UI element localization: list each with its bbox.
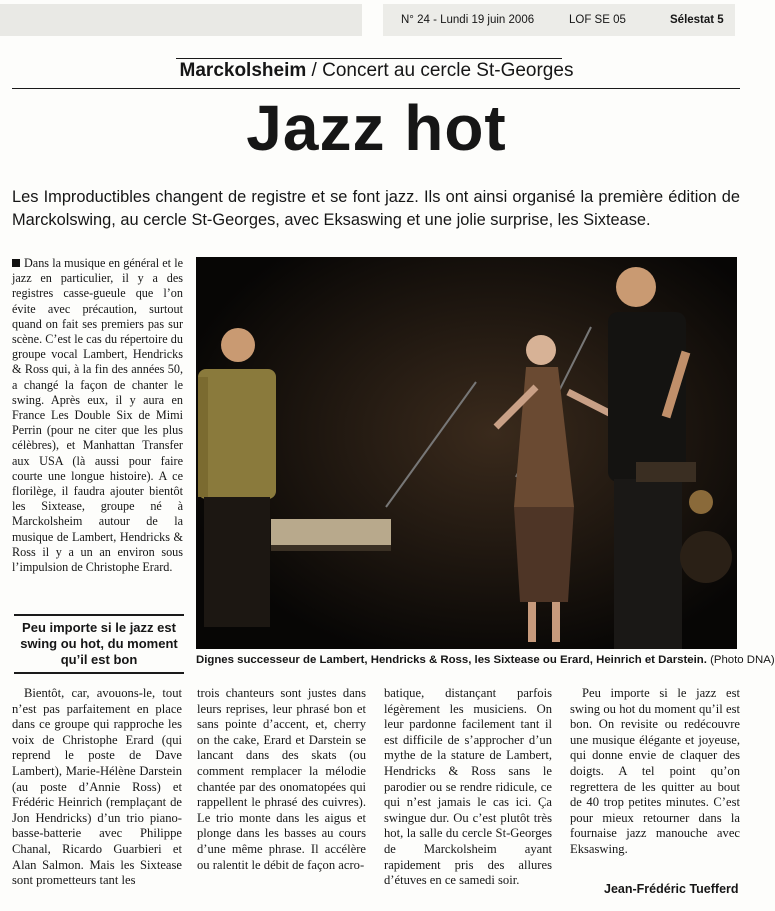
kicker-separator: / (306, 60, 323, 81)
kicker-rule-bottom (12, 88, 740, 89)
kicker-town: Marckolsheim (179, 60, 307, 81)
caption-text: Dignes successeur de Lambert, Hendricks & Ross, les Sixtease ou Erard, Heinrich et Darstein. (196, 654, 707, 666)
concert-photo (196, 257, 737, 649)
kicker-rule-top (176, 58, 562, 59)
photo-credit: (Photo DNA) (710, 654, 775, 666)
body-column-1-text: Bientôt, car, avouons-le, tout n’est pas parfaitement en place dans ce groupe qui rapproche les voix de Christophe Erard (qui reprend le poste de Dave Lambert), Marie-Hélène Darstein (au poste d’Annie Ross) et Frédéric Heinrich (remplaçant de Jon Hendricks) d’un trio piano-basse-batterie avec Philippe Chanal, Ricardo Guarbieri et Alan Salmon. Mais les Sixtease sont prometteurs tant les (12, 686, 182, 888)
body-column-4-text: Peu importe si le jazz est swing ou hot du moment qu’il est bon. On revisite ou redécouvre une musique élégante et joyeuse, qui donne envie de claquer des doigts. A tel point qu’on regrettera de les quitter au bout de 40 trop petites minutes. C’est pour mieux retourner dans la fournaise jazz manouche avec Eksaswing. (570, 686, 740, 856)
body-column-1 (12, 686, 182, 889)
body-column-2-text: trois chanteurs sont justes dans leurs reprises, leur phrasé bon et sans pointe d’accent, et, cherry on the cake, Erard et Darstein se lancant dans des skats (ou comment remplacer la mélodie chantée par des onomatopées qui rappellent le phrasé des cuivres). Le trio monte dans les aigus et plonge dans les basses au cours d’une même phrase. Il accélère ou ralentit le débit de façon acro- (197, 686, 366, 872)
top-gray-band (0, 4, 362, 36)
pullquote: Peu importe si le jazz est swing ou hot, du moment qu’il est bon (20, 620, 178, 667)
author-signature: Jean-Frédéric Tuefferd (604, 882, 739, 896)
page-header (383, 4, 735, 36)
kicker (0, 60, 753, 82)
pullquote-rule-top (14, 614, 184, 616)
article-column-1 (12, 256, 183, 575)
pullquote-rule-bottom (14, 672, 184, 674)
lead-paragraph: Les Improductibles changent de registre et se font jazz. Ils ont ainsi organisé la première édition de Marckolswing, au cercle St-Georges, avec Eksaswing et une jolie surprise, les Sixtease. (12, 188, 740, 229)
paragraph-marker-icon (12, 259, 20, 267)
page-title: Jazz hot (246, 92, 507, 164)
section-code: LOF SE 05 (569, 14, 626, 26)
photo-caption (196, 654, 775, 666)
concert-photo-illustration (196, 257, 737, 649)
edition-label: Sélestat 5 (670, 14, 724, 26)
kicker-topic: Concert au cercle St-Georges (322, 60, 574, 81)
body-column-3 (384, 686, 552, 889)
issue-date: N° 24 - Lundi 19 juin 2006 (401, 14, 535, 26)
body-column-4 (570, 686, 740, 858)
body-column-2 (197, 686, 366, 873)
column-1-text: Dans la musique en général et le jazz en particulier, il y a des registres casse-gueule que l’on évite avec précaution, surtout quand on fait ses premiers pas sur scène. C’est le cas du répertoire du groupe vocal Lambert, Hendricks & Ross qui, à la fin des années 50, a changé la façon de chanter le swing. Après eux, il y aura en France Les Double Six de Mimi Perrin (pour ne citer que les plus célèbres), et Manhattan Transfer aux USA (là aussi pour faire courte une longue histoire). A ce florilège, il faudra ajouter bientôt les Sixtease, groupe né à Marckolsheim autour de la musique de Lambert, Hendricks & Ross il y a un an environ sous l’impulsion de Christophe Erard. (12, 256, 183, 575)
body-column-3-text: batique, distançant parfois légèrement les musiciens. On leur pardonne facilement tant il est difficile de s’approcher d’un mythe de la stature de Lambert, Hendricks & Ross sans le parodier ou se rendre ridicule, ce qui n’est jamais le cas ici. Ça swingue dur. Ou c’est plutôt très hot, la salle du cercle St-Georges de Marckolsheim ayant rapidement pris des allures d’étuves en ce samedi soir. (384, 686, 552, 888)
